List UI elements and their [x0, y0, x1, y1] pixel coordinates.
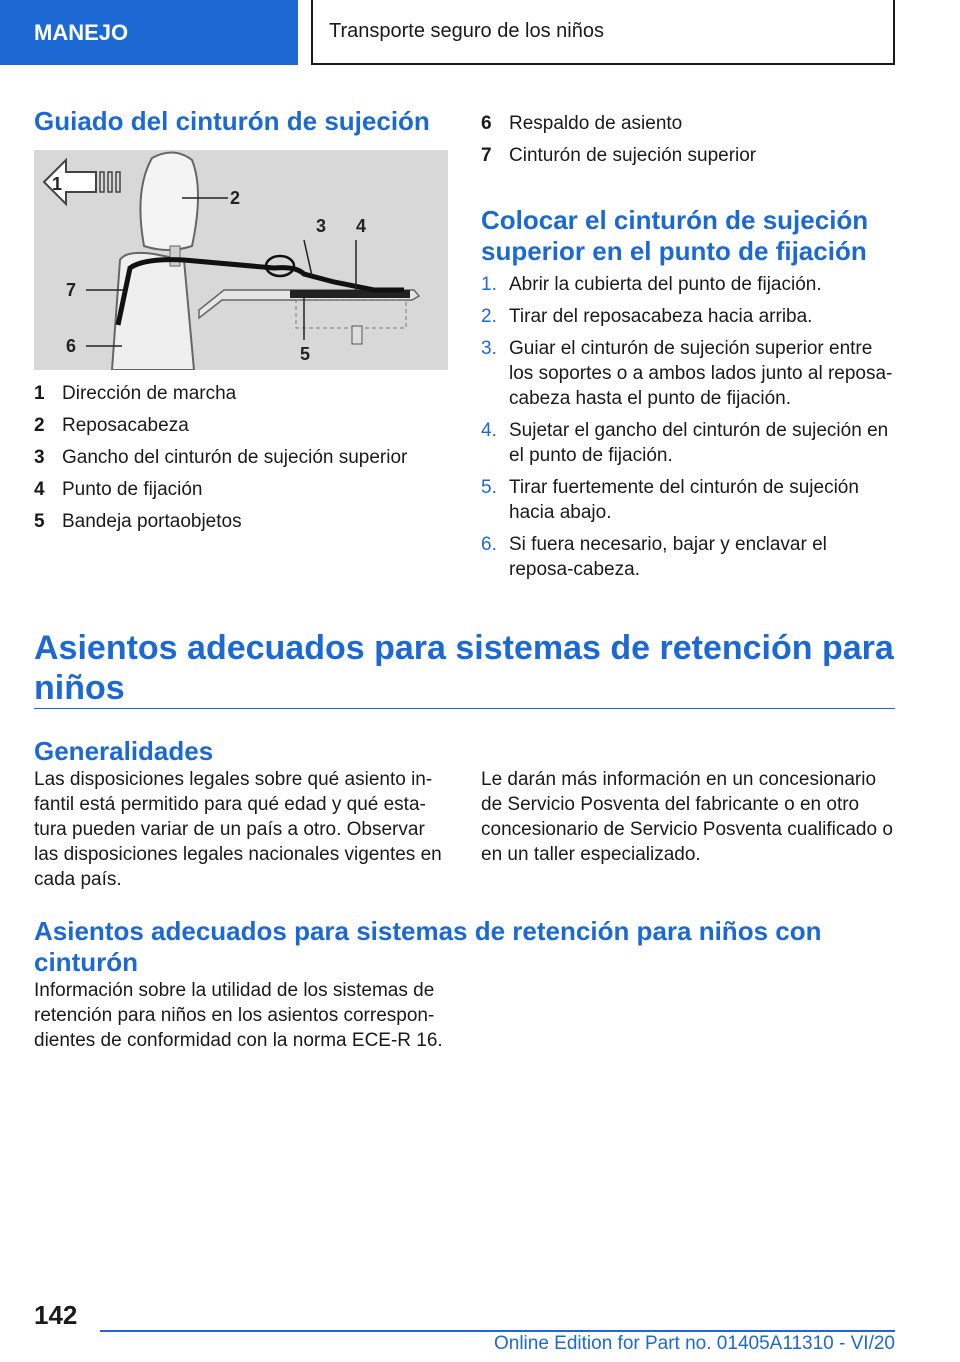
step-text: Tirar fuertemente del cinturón de sujeción hacia abajo.: [509, 477, 859, 523]
attach-heading: Colocar el cinturón de sujeción superior en el punto de fijación: [481, 205, 869, 266]
figure-callout-7: 7: [66, 280, 77, 300]
general-heading: Generalidades: [34, 736, 214, 766]
legend-item: [34, 479, 448, 511]
attach-steps: [481, 272, 895, 589]
arrow-stripe-icon: [116, 172, 120, 192]
legend-item: [34, 511, 448, 543]
legend-text: Reposacabeza: [62, 415, 189, 436]
chapter-header: [311, 0, 895, 65]
anchor-housing-shape: [296, 300, 406, 328]
belt-guide-figure: [34, 150, 448, 370]
step-number: 3.: [481, 338, 497, 359]
headrest-post-shape: [170, 246, 180, 266]
step-text: Guiar el cinturón de sujeción superior entre los soportes o a ambos lados junto al reposa‐cabeza hasta el punto de fijación.: [509, 338, 893, 409]
legend-text: Gancho del cinturón de sujeción superior: [62, 447, 408, 468]
seat-belt-illustration: [34, 150, 448, 370]
legend-text: Cinturón de sujeción superior: [509, 145, 757, 166]
legend-text: Respaldo de asiento: [509, 113, 683, 134]
step-item: [481, 475, 895, 525]
legend-item: [481, 145, 895, 177]
legend-item: [34, 415, 448, 447]
figure-callout-3: 3: [316, 216, 327, 236]
legend-number: 5: [34, 511, 45, 532]
edition-note: Online Edition for Part no. 01405A11310 - VI/20: [493, 1333, 895, 1354]
seats-heading: Asientos adecuados para sistemas de retención para niños: [34, 629, 894, 707]
general-text-left: Las disposiciones legales sobre qué asiento in‐fantil está permitido para qué edad y qué esta‐tura pueden variar de un país a otro. Observar las disposiciones legales nacionales vigentes en cada país.: [34, 769, 442, 890]
legend-number: 4: [34, 479, 45, 500]
step-number: 5.: [481, 477, 497, 498]
legend-text: Bandeja portaobjetos: [62, 511, 242, 532]
step-number: 2.: [481, 306, 497, 327]
legend-item: [34, 383, 448, 415]
step-text: Si fuera necesario, bajar y enclavar el reposa‐cabeza.: [509, 534, 827, 580]
step-item: [481, 304, 895, 329]
section-tab: [0, 0, 298, 65]
step-number: 4.: [481, 420, 497, 441]
step-item: [481, 272, 895, 297]
figure-callout-6: 6: [66, 336, 77, 356]
figure-callout-1: 1: [52, 174, 63, 194]
legend-item: [481, 113, 895, 145]
legend-number: 1: [34, 383, 45, 404]
step-number: 1.: [481, 274, 497, 295]
general-text-right: Le darán más información en un concesionario de Servicio Posventa del fabricante o en otro concesionario de Servicio Posventa cualificado o en un taller especializado.: [481, 769, 893, 865]
section-divider: [34, 708, 895, 709]
figure-legend-right: [481, 113, 895, 177]
anchor-bolt-shape: [352, 326, 362, 344]
belt-seats-text: Información sobre la utilidad de los sistemas de retención para niños en los asientos correspon‐dientes de conformidad con la norma ECE-R 16.: [34, 980, 443, 1051]
guide-heading: Guiado del cinturón de sujeción: [34, 106, 430, 136]
step-text: Tirar del reposacabeza hacia arriba.: [509, 306, 813, 327]
legend-number: 2: [34, 415, 45, 436]
legend-number: 3: [34, 447, 45, 468]
legend-number: 7: [481, 145, 492, 166]
legend-number: 6: [481, 113, 492, 134]
section-label: MANEJO: [34, 19, 129, 45]
page-number: 142: [34, 1300, 78, 1330]
figure-callout-2: 2: [230, 188, 241, 208]
step-text: Abrir la cubierta del punto de fijación.: [509, 274, 822, 295]
step-text: Sujetar el gancho del cinturón de sujeción en el punto de fijación.: [509, 420, 889, 466]
legend-text: Punto de fijación: [62, 479, 203, 500]
step-number: 6.: [481, 534, 497, 555]
headrest-shape: [140, 152, 198, 250]
figure-callout-4: 4: [356, 216, 367, 236]
footer-divider: [100, 1330, 895, 1332]
figure-legend-left: [34, 383, 448, 543]
legend-text: Dirección de marcha: [62, 383, 237, 404]
chapter-title: Transporte seguro de los niños: [329, 20, 604, 42]
seat-back-shape: [112, 253, 194, 370]
arrow-stripe-icon: [108, 172, 112, 192]
legend-item: [34, 447, 448, 479]
figure-callout-5: 5: [300, 344, 311, 364]
step-item: [481, 336, 895, 411]
belt-seats-heading: Asientos adecuados para sistemas de retención para niños con cinturón: [34, 916, 822, 977]
step-item: [481, 418, 895, 468]
arrow-stripe-icon: [100, 172, 104, 192]
step-item: [481, 532, 895, 582]
